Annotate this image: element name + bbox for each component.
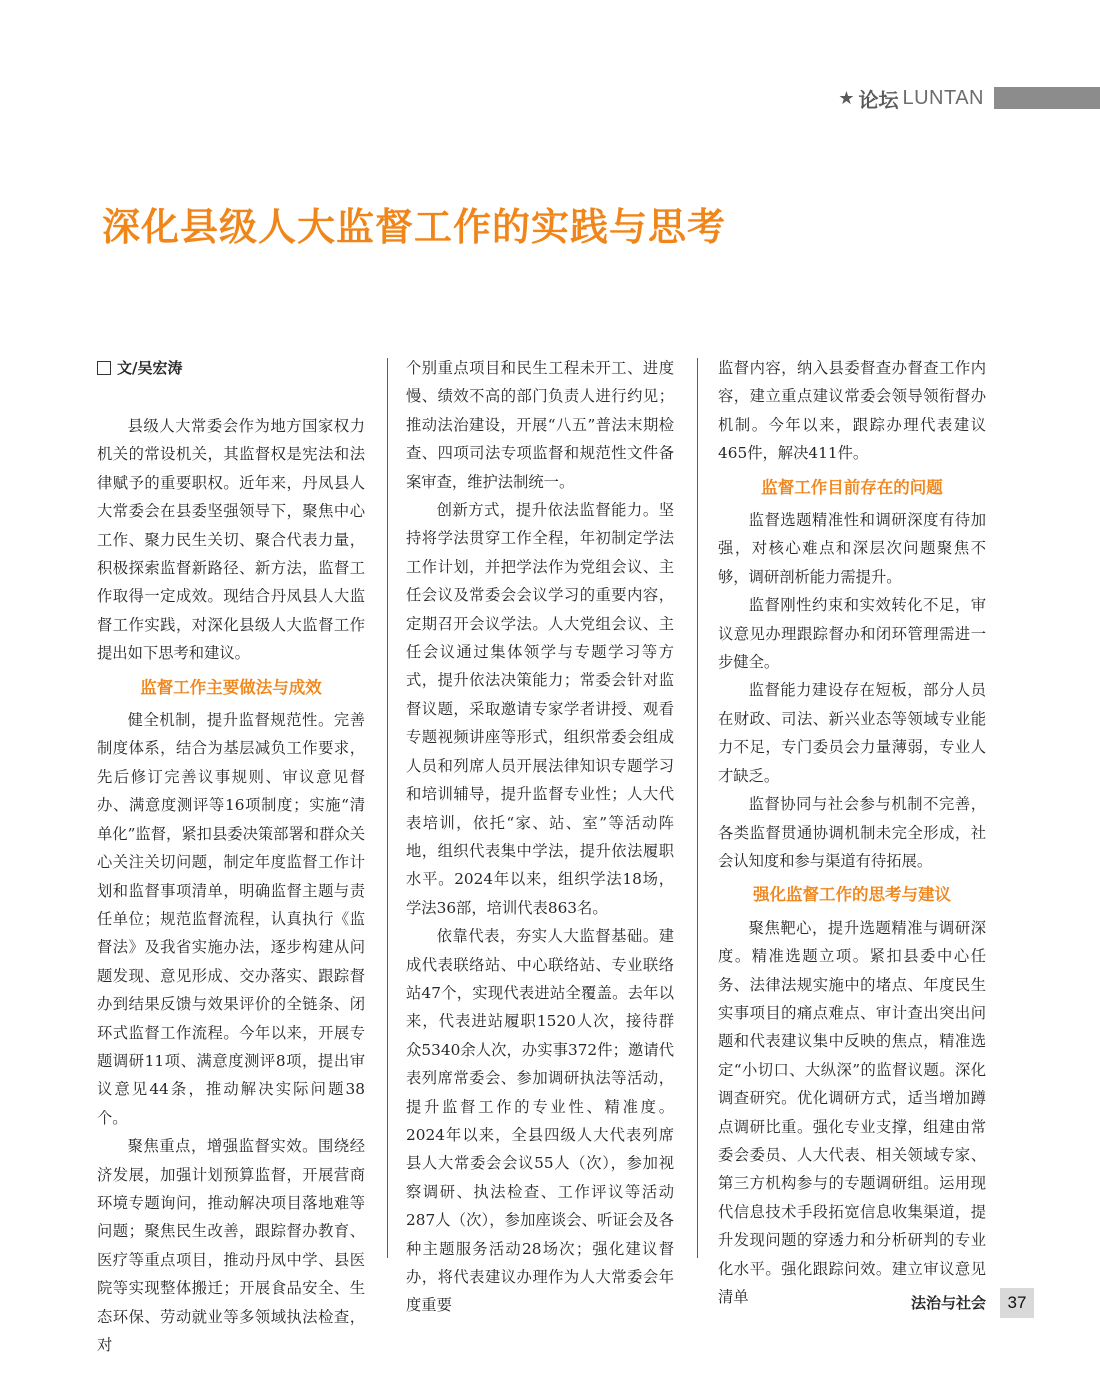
paragraph: 监督选题精准性和调研深度有待加强，对核心难点和深层次问题聚焦不够，调研剖析能力需提升。 (718, 511, 986, 586)
section-heading-2: 监督工作目前存在的问题 (761, 477, 943, 497)
intro-paragraph: 县级人大常委会作为地方国家权力机关的常设机关，其监督权是宪法和法律赋予的重要职权。近年来，丹凤县人大常委会在县委坚强领导下，聚焦中心工作、聚力民生关切、聚合代表力量，积极探索监督新路径、新方法，监督工作取得一定成效。现结合丹凤县人大监督工作实践，对深化县级人大监督工作提出如下思考和建议。 (97, 417, 365, 663)
paragraph: 聚焦重点，增强监督实效。围绕经济发展，加强计划预算监督，开展营商环境专题询问，推动解决项目落地难等问题；聚焦民生改善，跟踪督办教育、医疗等重点项目，推动丹凤中学、县医院等实现整体搬迁；开展食品安全、生态环保、劳动就业等多领域执法检查，对 (97, 1137, 365, 1354)
magazine-name: 法治与社会 (910, 1294, 986, 1312)
column-1 (97, 354, 365, 1359)
paragraph: 监督能力建设存在短板，部分人员在财政、司法、新兴业态等领域专业能力不足，专门委员会力量薄弱，专业人才缺乏。 (718, 681, 986, 785)
column-divider-1 (387, 358, 388, 1258)
paragraph-continued: 监督内容，纳入县委督查办督查工作内容，建立重点建议常委会领导领衔督办机制。今年以来，跟踪办理代表建议465件，解决411件。 (718, 359, 986, 463)
paragraph: 创新方式，提升依法监督能力。坚持将学法贯穿工作全程，年初制定学法工作计划，并把学法作为党组会议、主任会议及常委会会议学习的重要内容，定期召开会议学法。人大党组会议、主任会议通过集体领学与专题学习等方式，提升依法决策能力；常委会针对监督议题，采取邀请专家学者讲授、观看专题视频讲座等形式，组织常委会组成人员和列席人员开展法律知识专题学习和培训辅导，提升监督专业性；人大代表培训，依托“家、站、室”等活动阵地，组织代表集中学法，提升依法履职水平。2024年以来，组织学法18场，学法36部，培训代表863名。 (406, 501, 674, 917)
article-title: 深化县级人大监督工作的实践与思考 (102, 205, 727, 249)
paragraph: 监督协同与社会参与机制不完善，各类监督贯通协调机制未完全形成，社会认知度和参与渠道有待拓展。 (718, 795, 986, 870)
section-name-cn: 论坛 (858, 87, 899, 112)
section-tag (838, 86, 1100, 110)
section-heading-3: 强化监督工作的思考与建议 (753, 885, 951, 905)
star-icon: ★ (838, 87, 855, 109)
section-heading-1: 监督工作主要做法与成效 (140, 677, 322, 697)
paragraph: 依靠代表，夯实人大监督基础。建成代表联络站、中心联络站、专业联络站47个，实现代表进站全覆盖。去年以来，代表进站履职1520人次，接待群众5340余人次，办实事372件；邀请代表列席常委会、参加调研执法等活动，提升监督工作的专业性、精准度。2024年以来，全县四级人大代表列席县人大常委会会议55人（次），参加视察调研、执法检查、工作评议等活动287人（次），参加座谈会、听证会及各种主题服务活动28场次；强化建议督办，将代表建议办理作为人大常委会年度重要 (406, 927, 674, 1315)
column-2 (406, 354, 674, 1320)
paragraph: 监督刚性约束和实效转化不足，审议意见办理跟踪督办和闭环管理需进一步健全。 (718, 596, 986, 672)
section-bar (994, 87, 1100, 109)
column-3 (718, 354, 986, 1311)
author: 文/吴宏涛 (117, 358, 183, 377)
page-number: 37 (1000, 1288, 1034, 1318)
byline (97, 354, 365, 382)
column-divider-2 (697, 358, 698, 1258)
section-name-en: LUNTAN (902, 86, 984, 109)
checkbox-square-icon (97, 361, 111, 375)
paragraph: 聚焦靶心，提升选题精准与调研深度。精准选题立项。紧扣县委中心任务、法律法规实施中的堵点、年度民生实事项目的痛点难点、审计查出突出问题和代表建议集中反映的焦点，精准选定“小切口、大纵深”的监督议题。深化调查研究。优化调研方式，适当增加蹲点调研比重。强化专业支撑，组建由常委会委员、人大代表、相关领域专家、第三方机构参与的专题调研组。运用现代信息技术手段拓宽信息收集渠道，提升发现问题的穿透力和分析研判的专业化水平。强化跟踪问效。建立审议意见清单 (718, 918, 986, 1306)
paragraph-continued: 个别重点项目和民生工程未开工、进度慢、绩效不高的部门负责人进行约见；推动法治建设，开展“八五”普法末期检查、四项司法专项监督和规范性文件备案审查，维护法制统一。 (406, 359, 674, 491)
paragraph: 健全机制，提升监督规范性。完善制度体系，结合为基层减负工作要求，先后修订完善议事规则、审议意见督办、满意度测评等16项制度；实施“清单化”监督，紧扣县委决策部署和群众关心关注关切问题，制定年度监督工作计划和监督事项清单，明确监督主题与责任单位；规范监督流程，认真执行《监督法》及我省实施办法，逐步构建从问题发现、意见形成、交办落实、跟踪督办到结果反馈与效果评价的全链条、闭环式监督工作流程。今年以来，开展专题调研11项、满意度测评8项，提出审议意见44条，推动解决实际问题38个。 (97, 711, 365, 1127)
